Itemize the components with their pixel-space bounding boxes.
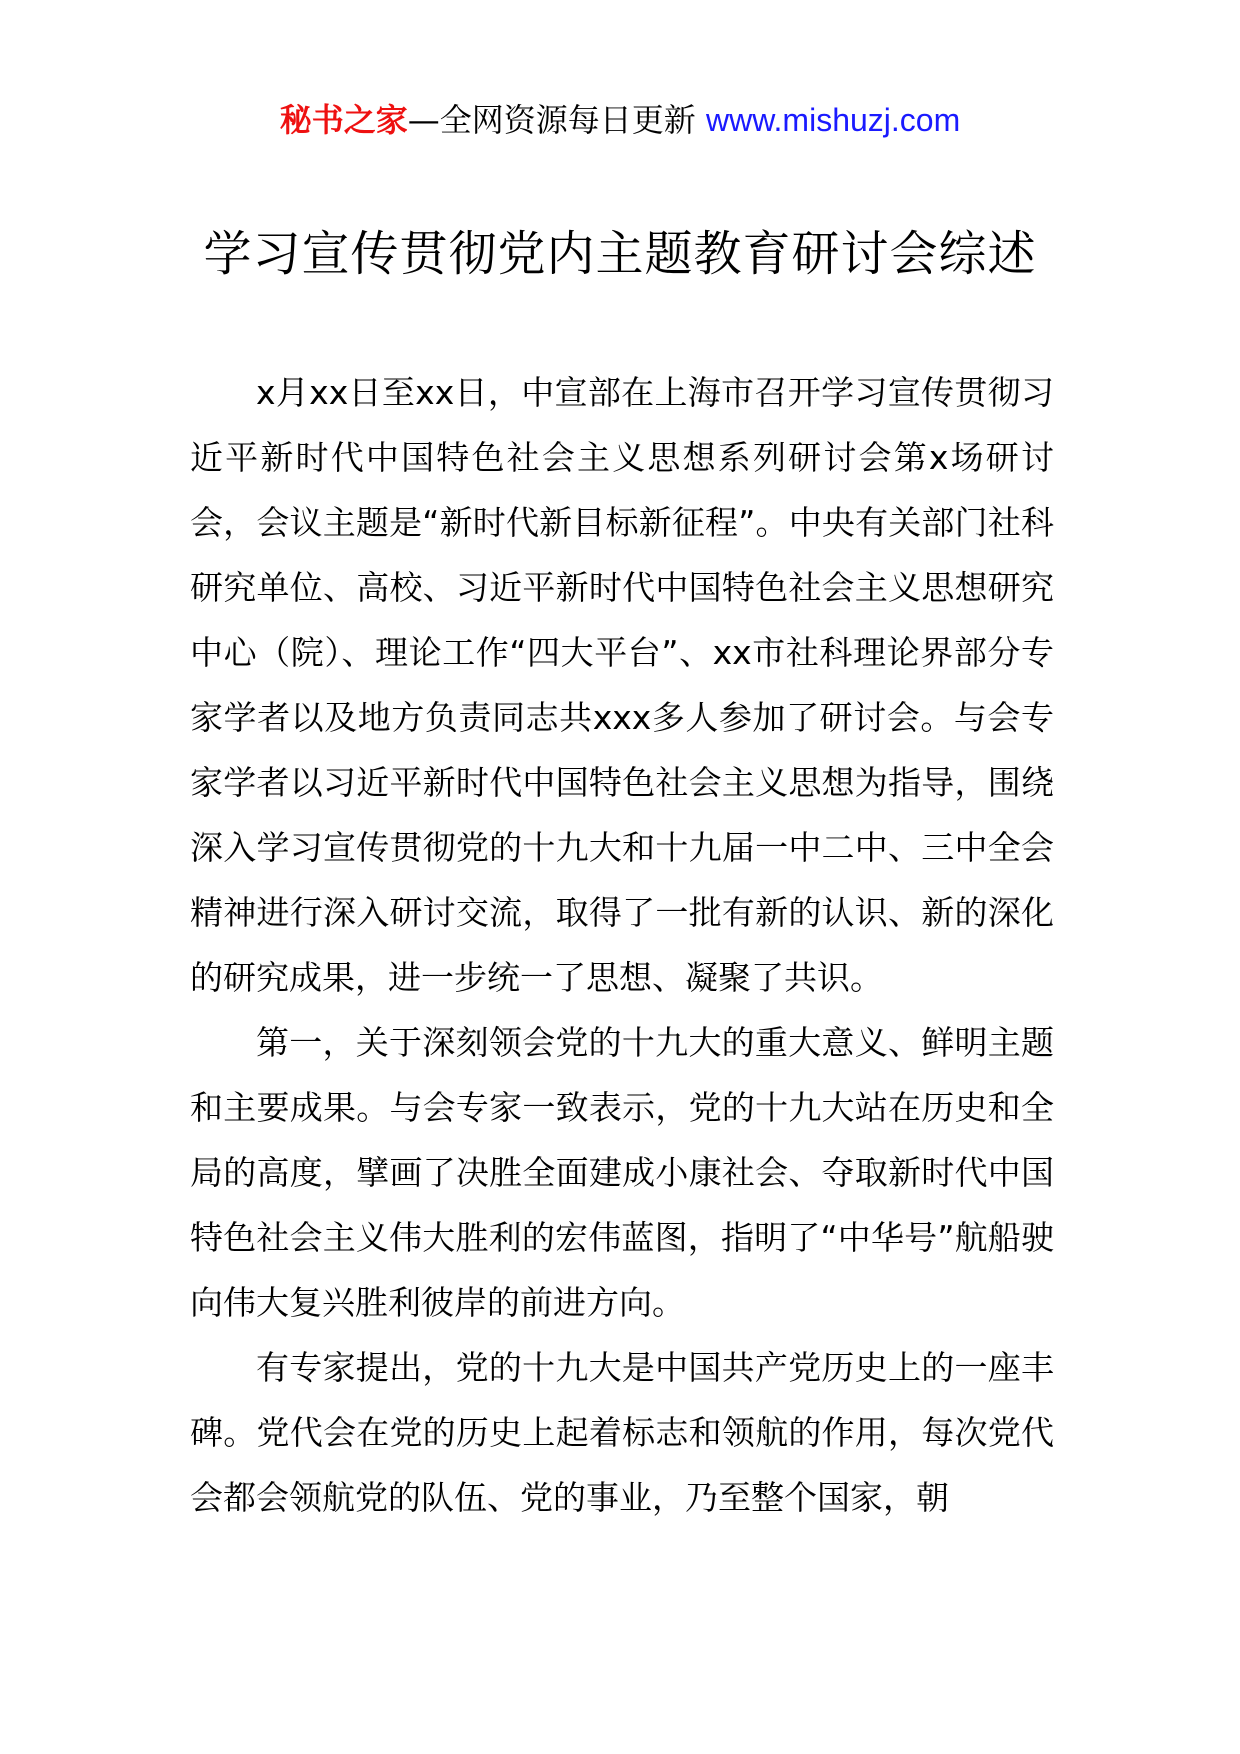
body-paragraph-1: x月xx日至xx日，中宣部在上海市召开学习宣传贯彻习近平新时代中国特色社会主义思想系列研讨会第x场研讨会，会议主题是“新时代新目标新征程”。中央有关部门社科研究单位、高校、习近平新时代中国特色社会主义思想研究中心（院）、理论工作“四大平台”、xx市社科理论界部分专家学者以及地方负责同志共xxx多人参加了研讨会。与会专家学者以习近平新时代中国特色社会主义思想为指导，围绕深入学习宣传贯彻党的十九大和十九届一中二中、三中全会精神进行深入研讨交流，取得了一批有新的认识、新的深化的研究成果，进一步统一了思想、凝聚了共识。 [190, 373, 1054, 997]
site-url-link[interactable]: www.mishuzj.com [705, 102, 961, 138]
site-tagline: —全网资源每日更新 [407, 101, 696, 139]
site-header [0, 100, 1240, 140]
body-paragraph-2: 第一，关于深刻领会党的十九大的重大意义、鲜明主题和主要成果。与会专家一致表示，党的十九大站在历史和全局的高度，擘画了决胜全面建成小康社会、夺取新时代中国特色社会主义伟大胜利的宏伟蓝图，指明了“中华号”航船驶向伟大复兴胜利彼岸的前进方向。 [190, 1023, 1054, 1322]
body-paragraph-3: 有专家提出，党的十九大是中国共产党历史上的一座丰碑。党代会在党的历史上起着标志和领航的作用，每次党代会都会领航党的队伍、党的事业，乃至整个国家，朝 [190, 1348, 1054, 1517]
document-body [190, 360, 1054, 1530]
site-brand: 秘书之家 [279, 101, 408, 139]
document-title: 学习宣传贯彻党内主题教育研讨会综述 [203, 226, 1037, 282]
